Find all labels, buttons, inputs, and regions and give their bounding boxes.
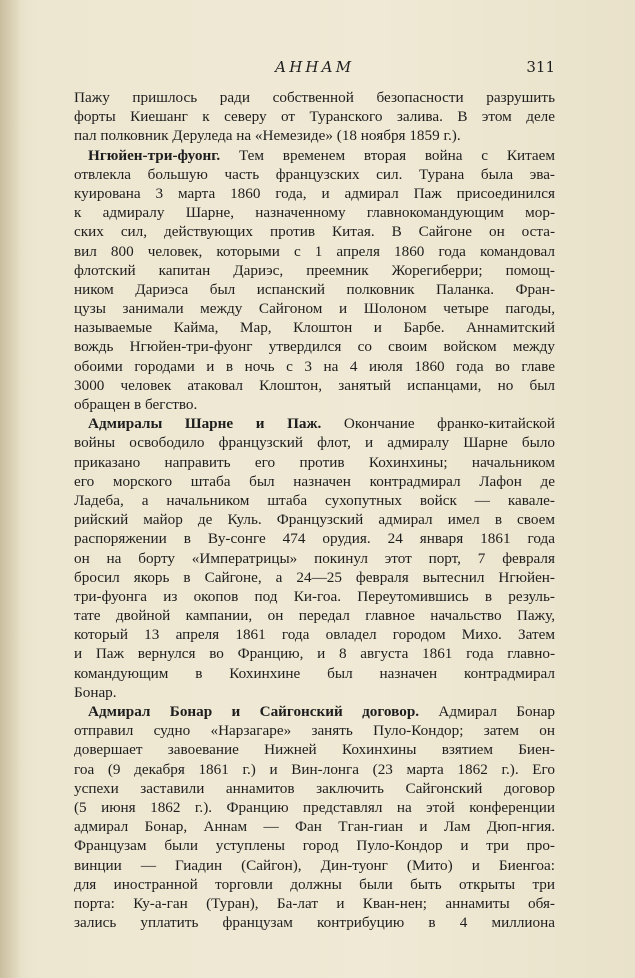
line-text: войны освободило французский флот, и адмиралу Шарне было: [74, 434, 555, 452]
text-line: [74, 606, 555, 625]
text-line: [74, 875, 555, 894]
line-text: успехи заставили аннамитов заключить Сайгонский договор: [74, 779, 555, 797]
line-text: форты Киешанг к северу от Туранского залива. В этом деле: [74, 108, 555, 126]
text-line: [74, 222, 555, 241]
text-line: [74, 587, 555, 606]
text-line: [74, 817, 555, 836]
line-text: вождь Нгюйен-три-фуонг утвердился со своим войском между: [74, 338, 555, 356]
line-text: Бонар.: [74, 683, 117, 701]
line-text: Тем временем вторая война с Китаем: [220, 146, 555, 164]
text-line: [74, 549, 555, 568]
line-text: обращен в бегство.: [74, 396, 198, 413]
line-text: адмирал Бонар, Аннам — Фан Тган-гиан и Лам Дюп-нгия.: [74, 818, 555, 836]
text-line: [74, 491, 555, 510]
line-text: приказано направить его против Кохинхины; начальником: [74, 453, 555, 471]
text-line: [74, 702, 555, 721]
line-text: винции — Гиадин (Сайгон), Дин-туонг (Мито) и Биенгоа:: [74, 856, 555, 874]
line-text: к адмиралу Шарне, назначенному главнокомандующим мор-: [74, 204, 555, 222]
text-line: [74, 433, 555, 452]
line-text: Ладеба, а начальником штаба сухопутных войск — кавале-: [74, 491, 555, 509]
text-line: [74, 683, 555, 702]
text-line: [74, 146, 555, 165]
line-text: он на борту «Императрицы» покинул этот порт, 7 февраля: [74, 549, 555, 567]
spine-shadow: [0, 0, 22, 978]
text-line: [74, 184, 555, 203]
line-text: тате двойной кампании, он передал главное начальство Пажу,: [74, 607, 555, 625]
text-line: [74, 203, 555, 222]
text-line: [74, 625, 555, 644]
line-text: его морского штаба был назначен контрадмирал Лафон де: [74, 472, 555, 490]
section-heading: Адмиралы Шарне и Паж.: [88, 415, 322, 433]
line-text: отправил судно «Нарзагаре» занять Пуло-Кондор; затем он: [74, 722, 555, 740]
text-line: [74, 913, 555, 932]
text-line: [74, 836, 555, 855]
text-line: [74, 357, 555, 376]
line-text: рийский майор де Куль. Французский адмирал имел в своем: [74, 511, 555, 529]
line-text: Пажу пришлось ради собственной безопасности разрушить: [74, 89, 555, 106]
text-line: [74, 414, 555, 433]
text-line: [74, 299, 555, 318]
line-text: довершает завоевание Нижней Кохинхины взятием Биен-: [74, 741, 555, 759]
line-text: называемые Кайма, Мар, Клоштон и Барбе. Аннамитский: [74, 319, 555, 337]
text-line: [74, 395, 555, 414]
line-text: Адмирал Бонар: [419, 703, 556, 720]
text-line: [74, 760, 555, 779]
text-line: [74, 856, 555, 875]
text-line: [74, 798, 555, 817]
text-line: [74, 568, 555, 587]
line-text: командующим в Кохинхине был назначен контрадмирал: [74, 664, 555, 682]
text-line: [74, 721, 555, 740]
line-text: для иностранной торговли должны были быть открыты три: [74, 875, 555, 893]
line-text: обоими городами и в ночь с 3 на 4 июля 1860 года во главе: [74, 357, 555, 375]
line-text: три-фуонга из окопов под Ки-гоа. Переутомившись в резуль-: [74, 587, 555, 605]
line-text: куирована 3 марта 1860 года, и адмирал Паж присоединился: [74, 184, 555, 202]
line-text: гоа (9 декабря 1861 г.) и Вин-лонга (23 марта 1862 г.). Его: [74, 760, 555, 778]
line-text: зались уплатить французам контрибуцию в 4 миллиона: [74, 914, 555, 932]
line-text: 3000 человек атаковал Клоштон, занятый испанцами, но был: [74, 376, 555, 394]
line-text: порта: Ку-а-ган (Туран), Ба-лат и Кван-нен; аннамиты обя-: [74, 894, 555, 912]
text-line: [74, 529, 555, 548]
page-header: [74, 58, 555, 80]
line-text: бросил якорь в Сайгоне, а 24—25 февраля вытеснил Нгюйен-: [74, 568, 555, 586]
text-line: [74, 88, 555, 107]
text-line: [74, 337, 555, 356]
text-line: [74, 126, 555, 145]
line-text: отвлекла большую часть французских сил. Турана была эва-: [74, 165, 555, 183]
line-text: пал полковник Деруледа на «Немезиде» (18 ноября 1859 г.).: [74, 127, 461, 145]
text-line: [74, 280, 555, 299]
text-line: [74, 261, 555, 280]
line-text: ских сил, действующих против Китая. В Сайгоне он оста-: [74, 223, 555, 241]
text-line: [74, 453, 555, 472]
line-text: который 13 апреля 1861 года овладел городом Михо. Затем: [74, 626, 555, 644]
line-text: флотский капитан Дариэс, преемник Жорегиберри; помощ-: [74, 261, 555, 279]
text-line: [74, 318, 555, 337]
text-line: [74, 107, 555, 126]
text-line: [74, 664, 555, 683]
text-line: [74, 242, 555, 261]
text-line: [74, 740, 555, 759]
text-line: [74, 510, 555, 529]
text-line: [74, 779, 555, 798]
body-text: [74, 88, 555, 932]
line-text: Окончание франко-китайской: [321, 415, 556, 433]
line-text: цузы занимали между Сайгоном и Шолоном четыре пагоды,: [74, 300, 555, 318]
section-heading: Адмирал Бонар и Сайгонский договор.: [88, 703, 420, 720]
text-line: [74, 376, 555, 395]
page-number: 311: [526, 58, 555, 76]
line-text: Французам были уступлены город Пуло-Кондор и три про-: [74, 837, 555, 855]
line-text: распоряжении в Ву-сонге 474 орудия. 24 января 1861 года: [74, 530, 555, 548]
section-heading: Нгюйен-три-фуонг.: [88, 146, 221, 164]
running-title: АННАМ: [274, 58, 355, 76]
text-line: [74, 472, 555, 491]
line-text: вил 800 человек, которыми с 1 апреля 1860 года командовал: [74, 242, 555, 260]
text-line: [74, 894, 555, 913]
line-text: ником Дариэса был испанский полковник Паланка. Фран-: [74, 280, 555, 298]
line-text: (5 июня 1862 г.). Францию представлял на этой конференции: [74, 798, 555, 816]
text-line: [74, 165, 555, 184]
line-text: и Паж вернулся во Францию, и 8 августа 1861 года главно-: [74, 645, 555, 663]
text-line: [74, 644, 555, 663]
